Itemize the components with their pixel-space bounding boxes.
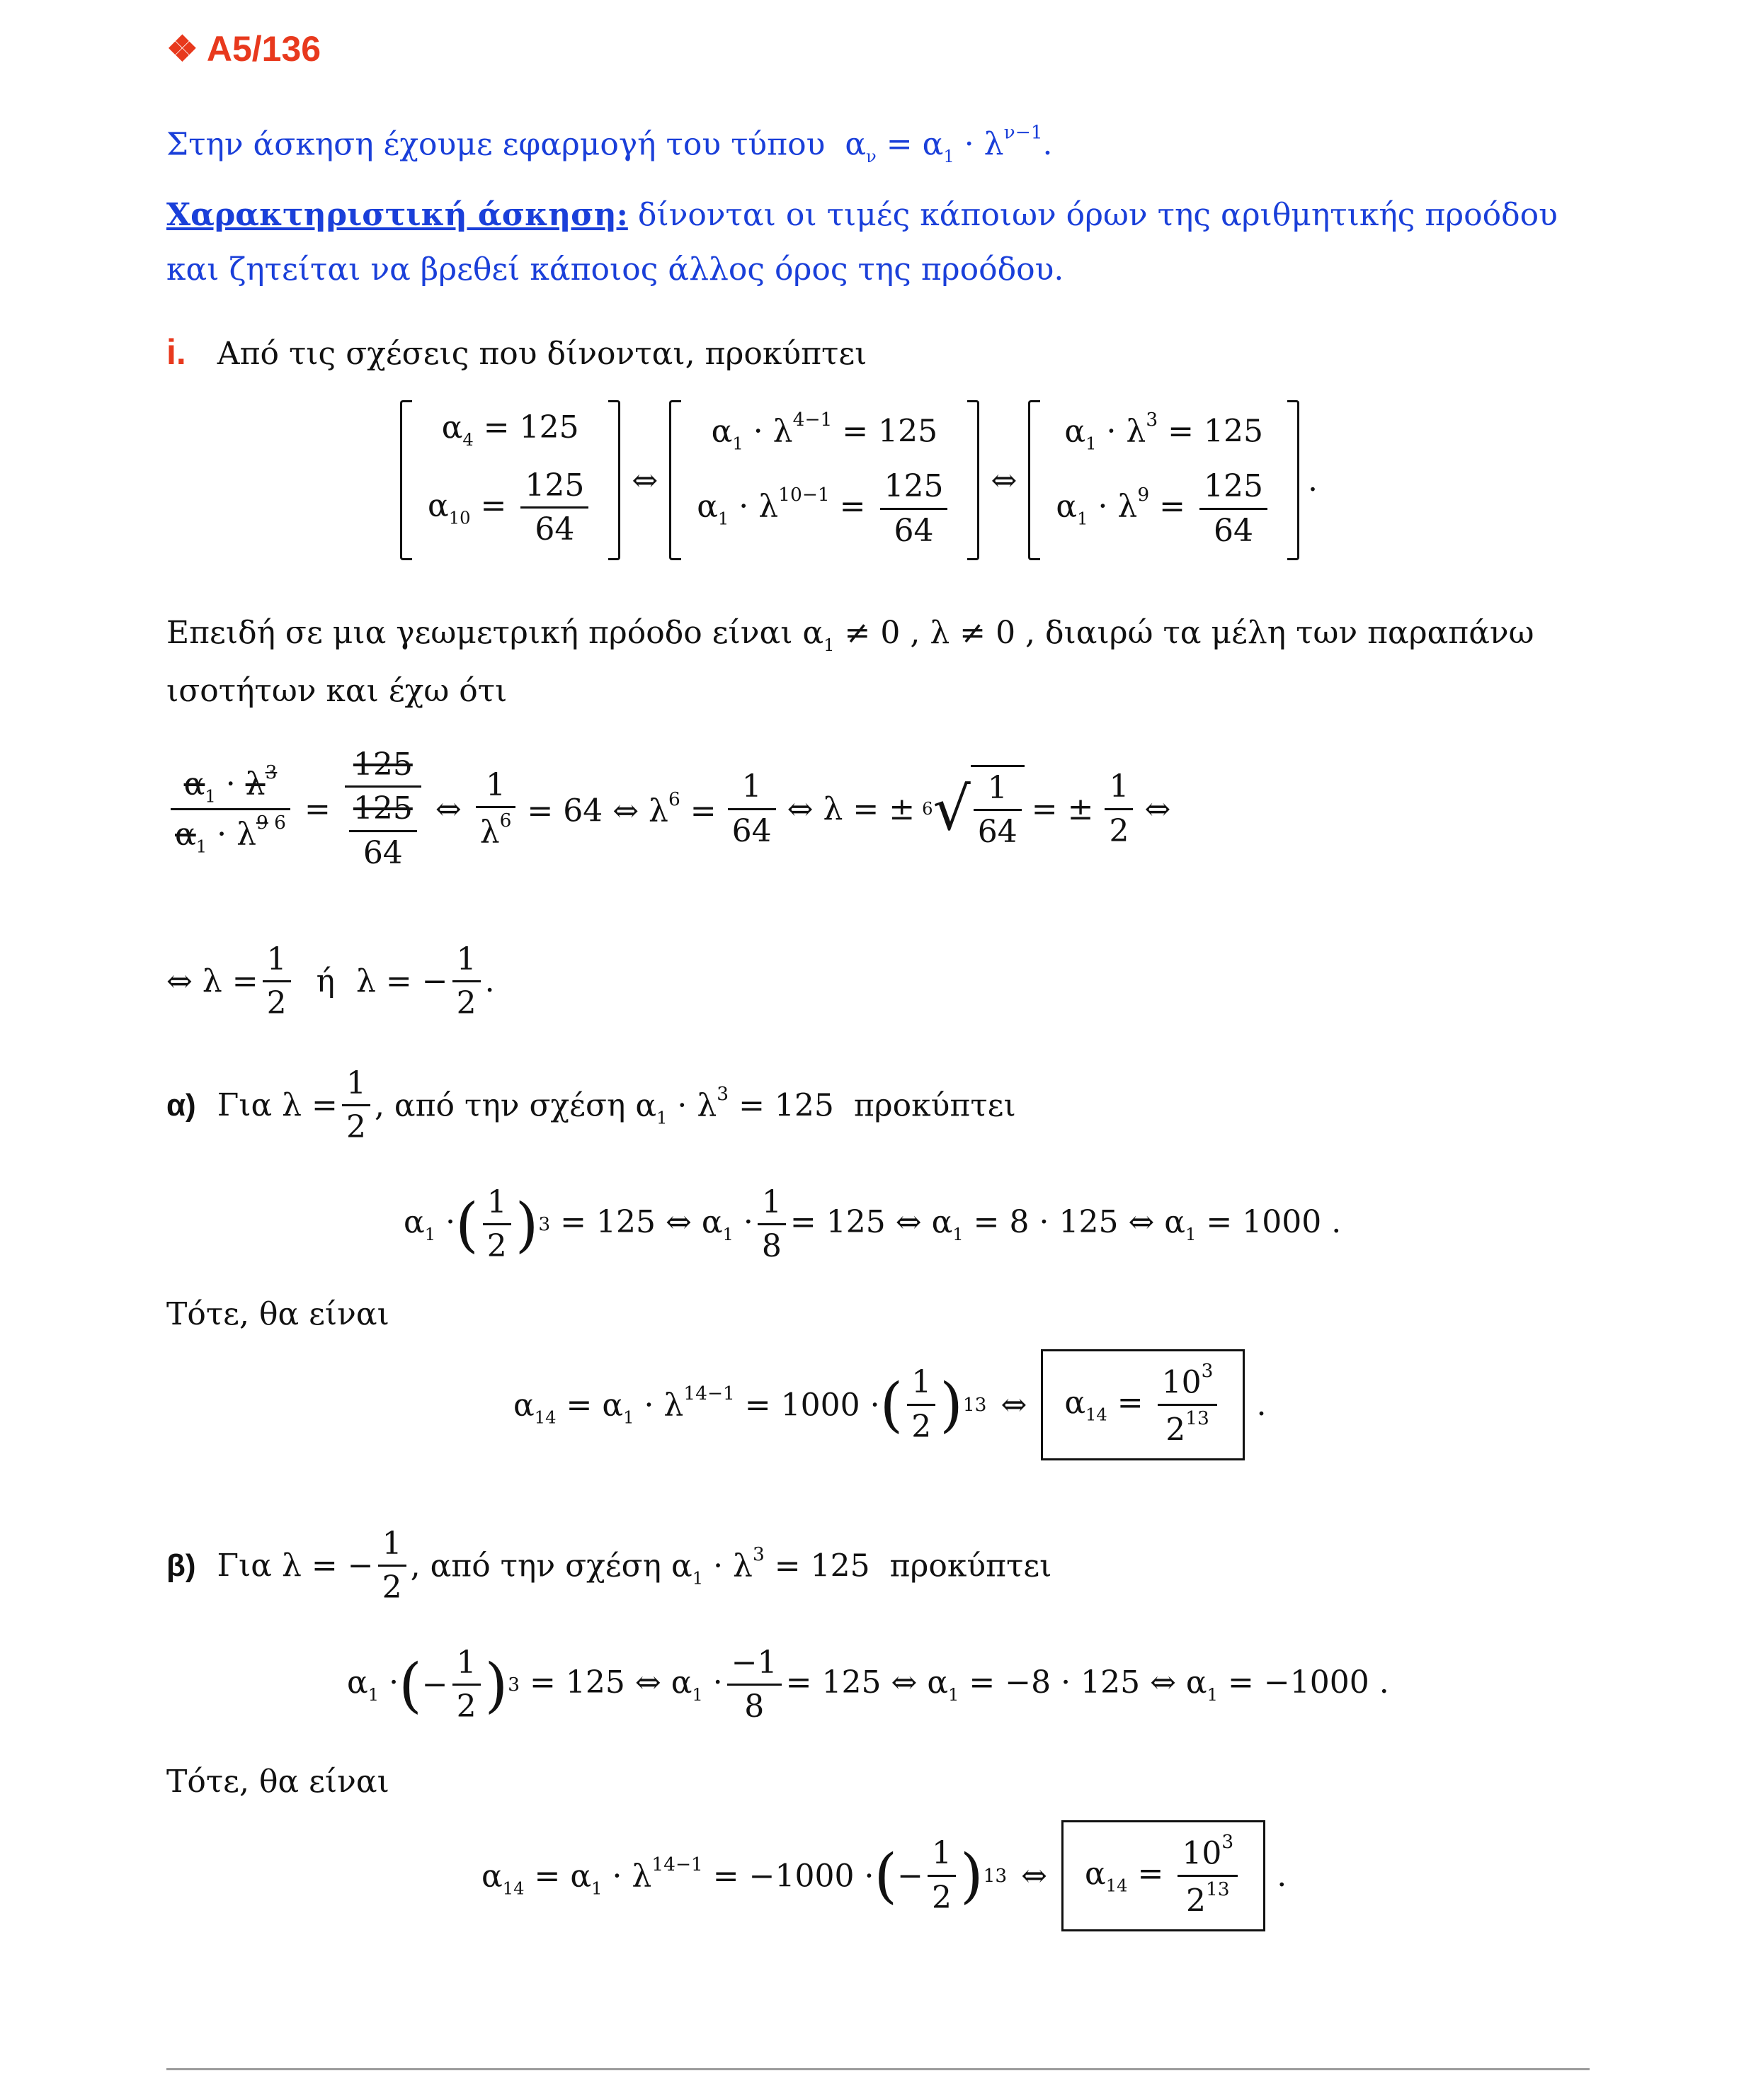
result-line: ⇔ λ = $\frac{1}{2}$ ή λ = − $\frac{1}{2}$ . [166, 938, 495, 1025]
part-i-label: i. [166, 332, 186, 372]
cancel-fraction-right: $\frac{125}{\frac{125}{64}}$ [345, 744, 421, 874]
system-2-eq-1: $\alpha_1 \cdot \lambda^{4-1} = 125$ [711, 408, 938, 454]
equivalence-arrow: ⇔ [632, 462, 658, 499]
system-1 [400, 400, 620, 560]
division-chain: $\frac{\alpha_1 \cdot \lambda^3}{\alpha_1 \cdot \lambda^{9 6}}$ = $\frac{125}{\frac{125}{64}}$ ⇔ $\frac{1}{\lambda^6}$ = 64 ⇔ $\lambda^6$ = $\frac{1}{64}$ ⇔ λ = ± 6 √ $\frac{1}{64}$ = ± $\frac{1}{2}$ ⇔ [166, 744, 1170, 874]
part-b-equation: $\alpha_1$ · ( − $\frac{1}{2}$ ) 3 = 125 ⇔ $\alpha_1$ · $\frac{-1}{8}$ = 125 ⇔ $\alpha_1 = -8 \cdot 125$ ⇔ $\alpha_1 = -1000$ . [347, 1642, 1389, 1728]
system-1-eq-1: $\alpha_4 = 125$ [441, 409, 579, 450]
since-text-2: ισοτήτων και έχω ότι [166, 673, 508, 709]
system-3 [1028, 400, 1299, 560]
characteristic-label: Χαρακτηριστική άσκηση: [166, 197, 628, 233]
part-b-label: β) [166, 1548, 196, 1583]
part-a-label: α) [166, 1087, 196, 1123]
part-b-line: β) Για λ = − $\frac{1}{2}$ , από την σχέση $\alpha_1 \cdot \lambda^3 = 125$ προκύπτει [166, 1523, 1051, 1609]
cancel-fraction: $\frac{\alpha_1 \cdot \lambda^3}{\alpha_1 \cdot \lambda^{9 6}}$ [171, 760, 290, 858]
part-i-line [166, 331, 867, 373]
intro-line [166, 122, 1053, 166]
part-a-equation: $\alpha_1$ · ( $\frac{1}{2}$ ) 3 = 125 ⇔ $\alpha_1$ · $\frac{1}{8}$ = 125 ⇔ $\alpha_1 = 8 \cdot 125$ ⇔ $\alpha_1 = 1000$ . [404, 1181, 1341, 1268]
boxed-result-b: $\alpha_{14}$ = $\frac{10^3}{2^{13}}$ [1061, 1820, 1265, 1931]
page-title: ❖ A5/136 [166, 29, 321, 69]
characteristic-line-1 [166, 197, 1558, 233]
system-1-eq-2: $\alpha_{10}$ = $\frac{125}{64}$ [428, 465, 593, 551]
system-2 [669, 400, 979, 560]
system-3-eq-2: $\alpha_1 \cdot \lambda^9$ = $\frac{125}{64}$ [1056, 465, 1272, 552]
system-3-eq-1: $\alpha_1 \cdot \lambda^3 = 125$ [1064, 408, 1263, 454]
part-a-line: α) Για λ = $\frac{1}{2}$ , από την σχέση $\alpha_1 \cdot \lambda^3 = 125$ προκύπτει [166, 1062, 1016, 1149]
equivalence-arrow: ⇔ [991, 462, 1017, 499]
boxed-result-a: $\alpha_{14}$ = $\frac{10^3}{2^{13}}$ [1041, 1349, 1245, 1460]
part-b-result: $\alpha_{14} = \alpha_1 \cdot \lambda^{14-1} = -1000$ · ( − $\frac{1}{2}$ ) 13 ⇔ $\alpha_{14}$ = $\frac{10^3}{2^{13}}$ . [481, 1820, 1287, 1931]
characteristic-text-1: δίνονται οι τιμές κάποιων όρων της αριθμητικής προόδου [637, 197, 1558, 233]
characteristic-text-2: και ζητείται να βρεθεί κάποιος άλλος όρος της προόδου. [166, 251, 1064, 288]
intro-formula: $\alpha_\nu = \alpha_1 \cdot \lambda^{\nu-1}$. [835, 122, 1053, 167]
system-2-eq-2: $\alpha_1 \cdot \lambda^{10-1}$ = $\frac{125}{64}$ [697, 465, 952, 552]
bottom-rule [166, 2068, 1590, 2070]
since-line-1: Επειδή σε μια γεωμετρική πρόοδο είναι $\alpha_1 \ne 0$ , λ ≠ 0 , διαιρώ τα μέλη των παραπάνω [166, 615, 1534, 655]
then-text-b: Τότε, θα είναι [166, 1764, 389, 1800]
part-i-text: Από τις σχέσεις που δίνονται, προκύπτει [217, 336, 867, 372]
systems-row: $\alpha_4 = 125$ $\alpha_{10}$ = $\frac{125}{64}$ ⇔ $\alpha_1 \cdot \lambda^{4-1} = 125$ $\alpha_1 \cdot \lambda^{10-1}$ = $\frac{125}{64}$ ⇔ $\alpha_1 \cdot \lambda^3 = 125$ $\alpha_1 \cdot \lambda^9$ = $\frac{125}{64}$ . [400, 400, 1318, 560]
part-a-result: $\alpha_{14} = \alpha_1 \cdot \lambda^{14-1} = 1000$ · ( $\frac{1}{2}$ ) 13 ⇔ $\alpha_{14}$ = $\frac{10^3}{2^{13}}$ . [513, 1349, 1266, 1460]
then-text-a: Τότε, θα είναι [166, 1296, 389, 1332]
intro-text: Στην άσκηση έχουμε εφαρμογή του τύπου [166, 126, 826, 163]
